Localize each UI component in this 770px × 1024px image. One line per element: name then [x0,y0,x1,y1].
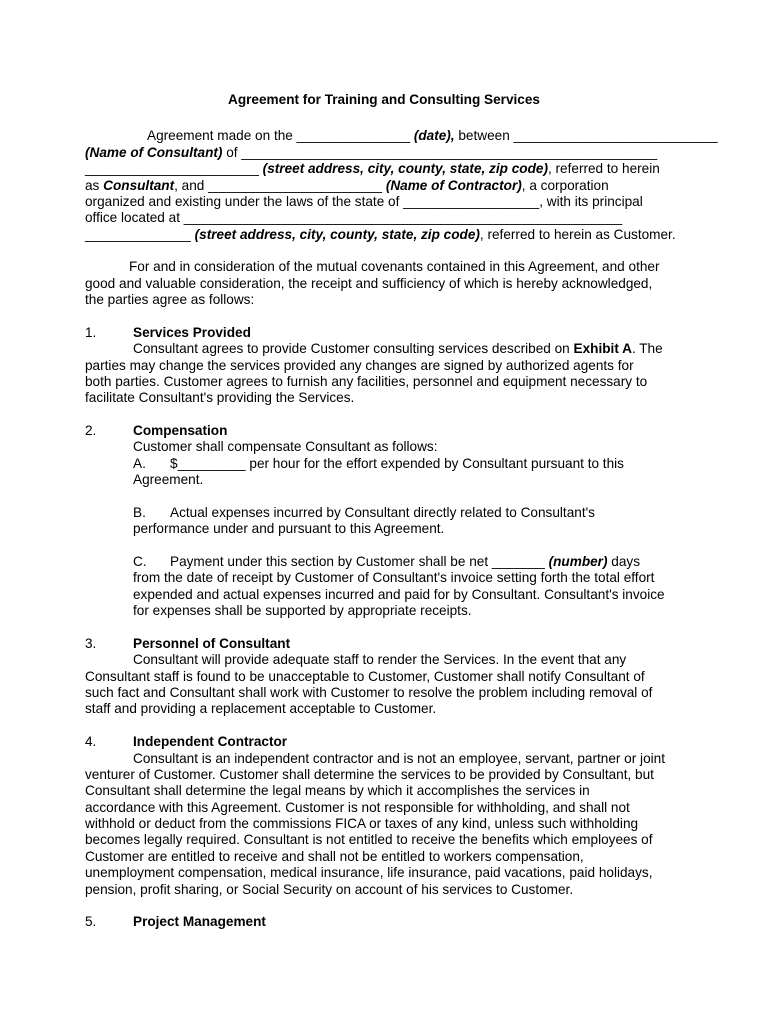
section-3-heading [85,636,683,652]
blank-field: _______________________________________________________ [241,144,658,160]
text-run: B. [133,504,146,520]
text-run: from the date of receipt by Customer of Consultant's invoice setting forth the total effort [133,570,655,586]
section-1-body [85,341,683,407]
text-line [85,276,683,292]
text-run: Customer are entitled to receive and shall not be entitled to workers compensation, [85,848,584,864]
text-run: facilitate Consultant's providing the Services. [85,390,355,406]
text-run: office located at [85,210,184,226]
text-line [85,521,683,537]
text-run: days [607,554,640,570]
text-run: , referred to herein as Customer. [479,226,676,242]
text-line [85,178,683,194]
text-run: C. [133,554,147,570]
text-line [85,341,683,357]
text-run: Services Provided [133,324,251,340]
text-line [85,914,683,930]
text-line [85,423,683,439]
blank-field: __________________________________________________________ [183,210,623,226]
text-run: For and in consideration of the mutual covenants contained in this Agreement, and other [129,259,660,275]
text-line [85,701,683,717]
text-run: (Name of Contractor) [385,177,522,193]
text-line [85,472,683,488]
text-line [85,554,683,570]
text-line [85,259,683,275]
text-run: Actual expenses incurred by Consultant directly related to Consultant's [170,504,595,520]
text-run: . The [631,341,663,357]
text-run: expended and actual expenses incurred and paid for by Consultant. Consultant's invoice [133,586,665,602]
section-2-intro-and-item-a [85,439,683,488]
text-line [85,882,683,898]
text-run: (date), [413,128,455,144]
blank-field: _______________________ [85,161,259,177]
text-line [85,636,683,652]
blank-field: __________________ [403,193,540,209]
section-4-body [85,751,683,898]
text-line [85,456,683,472]
text-run: between [454,128,514,144]
text-run: Consultant staff is found to be unacceptable to Customer, Customer shall notify Consultant of [85,668,645,684]
text-line [85,685,683,701]
text-line [85,751,683,767]
text-run: , with its principal [539,193,643,209]
text-run: (street address, city, county, state, zip code) [262,161,548,177]
text-line [85,783,683,799]
blank-field: _______________ [296,128,411,144]
text-run: 4. [85,734,97,750]
text-run: 2. [85,423,97,439]
text-run: performance under and pursuant to this Agreement. [133,521,445,537]
text-line [85,390,683,406]
blank-field: _________ [177,455,246,471]
section-2-heading [85,423,683,439]
text-run: both parties. Customer agrees to furnish any facilities, personnel and equipment necessary to [85,373,648,389]
text-run: Consultant is an independent contractor and is not an employee, servant, partner or joint [133,750,665,766]
text-line [85,832,683,848]
text-line [85,800,683,816]
text-line [85,358,683,374]
text-run: Consultant shall determine the legal means by which it accomplishes the services in [85,783,590,799]
document-body [85,128,718,930]
text-run: Agreement made on the [147,128,297,144]
text-run: Independent Contractor [133,734,288,750]
text-run: , and [174,177,209,193]
section-2-item-c [85,554,683,620]
text-run: Exhibit A [573,341,632,357]
blank-field: _______________________ [208,177,383,193]
text-run: venturer of Customer. Customer shall determine the services to be provided by Consultant, but [85,766,654,782]
text-run: unemployment compensation, medical insurance, life insurance, paid vacations, paid holidays, [85,865,653,881]
section-1-heading [85,325,683,341]
text-run: , a corporation [521,177,609,193]
text-line [85,325,683,341]
text-run: (street address, city, county, state, zip code) [194,226,480,242]
text-run: of [222,144,242,160]
text-line [85,505,683,521]
consideration-paragraph [85,259,683,308]
text-line [85,587,683,603]
section-3-body [85,652,683,718]
section-4-heading [85,734,683,750]
text-run: staff and providing a replacement acceptable to Customer. [85,701,437,717]
text-run: Consultant [103,177,175,193]
text-run: for expenses shall be supported by appropriate receipts. [133,603,472,619]
text-line [85,734,683,750]
intro-paragraph [85,128,718,243]
text-run: 3. [85,635,97,651]
blank-field: ___________________________ [513,128,718,144]
text-run: parties may change the services provided any changes are signed by authorized agents for [85,357,634,373]
text-run: per hour for the effort expended by Consultant pursuant to this [245,455,624,471]
text-run: Payment under this section by Customer shall be net [170,554,492,570]
text-line [85,374,683,390]
text-run: organized and existing under the laws of the state of [85,193,404,209]
text-run: Agreement. [133,472,204,488]
text-run: Compensation [133,423,228,439]
blank-field: ______________ [85,226,191,242]
text-run: (number) [548,554,608,570]
text-line [85,849,683,865]
text-line [85,570,683,586]
text-line [85,128,718,144]
text-line [85,816,683,832]
text-line [85,161,683,177]
text-line [85,227,683,243]
text-line [85,292,683,308]
text-run: pension, profit sharing, or Social Security on account of his services to Customer. [85,881,574,897]
text-run: Personnel of Consultant [133,635,291,651]
text-run: (Name of Consultant) [85,144,223,160]
text-line [85,439,683,455]
text-run: Customer shall compensate Consultant as follows: [133,439,438,455]
text-line [85,194,683,210]
text-run: Consultant will provide adequate staff to render the Services. In the event that any [133,652,627,668]
text-run: Consultant agrees to provide Customer consulting services described on [133,341,574,357]
text-run: the parties agree as follows: [85,292,255,308]
text-run: such fact and Consultant shall work with Customer to resolve the problem including removal of [85,685,653,701]
document-title: Agreement for Training and Consulting Services [228,92,540,107]
text-run: becomes legally required. Consultant is not entitled to receive the benefits which employees of [85,832,653,848]
text-line [85,865,683,881]
text-line [85,603,683,619]
blank-field: _______ [491,554,545,570]
section-5-heading [85,914,683,930]
text-line [85,210,683,226]
text-line [85,145,683,161]
text-run: A. [133,455,146,471]
text-run: $ [170,455,178,471]
text-run: 5. [85,914,97,930]
text-run: withhold or deduct from the commissions FICA or taxes of any kind, unless such withholding [85,816,639,832]
text-line [85,767,683,783]
text-run: accordance with this Agreement. Customer is not responsible for withholding, and shall not [85,799,630,815]
text-run: , referred to herein [547,161,660,177]
text-line [85,652,683,668]
text-run: 1. [85,324,97,340]
section-2-item-b [85,505,683,538]
text-run: good and valuable consideration, the receipt and sufficiency of which is hereby acknowledged, [85,275,653,291]
text-run: Project Management [133,914,266,930]
text-run: as [85,177,104,193]
text-line [85,669,683,685]
